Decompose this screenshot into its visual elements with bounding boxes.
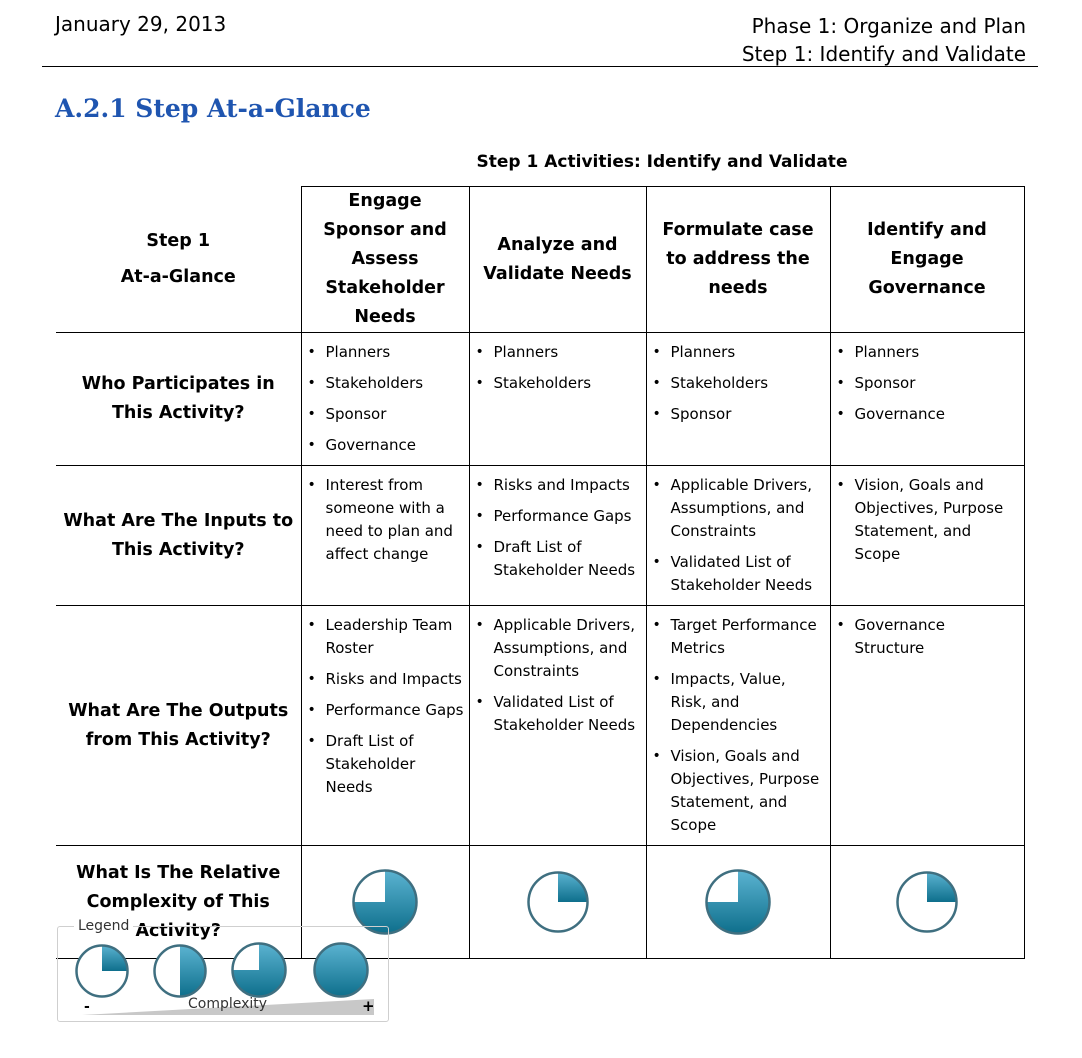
header-phase: Phase 1: Organize and Plan <box>751 14 1026 38</box>
bullet-item: • Planners <box>474 341 642 364</box>
bullet-item: • Sponsor <box>306 403 465 426</box>
inputs-cell <box>646 466 830 606</box>
outputs-row <box>56 606 1024 846</box>
complexity-pie-icon <box>895 870 959 934</box>
bullet-item: • Performance Gaps <box>474 505 642 528</box>
bullet-item: • Performance Gaps <box>306 699 465 722</box>
column-header-engage-sponsor: Engage Sponsor and Assess Stakeholder Needs <box>301 187 469 333</box>
legend-pie-quarter-icon <box>74 943 130 999</box>
legend-min-symbol: - <box>84 999 90 1015</box>
participants-cell <box>830 333 1024 466</box>
bullet-item: • Validated List of Stakeholder Needs <box>651 551 826 597</box>
bullet-item: • Risks and Impacts <box>474 474 642 497</box>
participants-row-label: Who Participates in This Activity? <box>56 333 301 466</box>
bullet-item: • Governance <box>306 434 465 457</box>
outputs-row-label: What Are The Outputs from This Activity? <box>56 606 301 846</box>
legend-pie-three-quarter-icon <box>230 941 288 999</box>
column-header-identify-governance: Identify and Engage Governance <box>830 187 1024 333</box>
column-header-formulate-case: Formulate case to address the needs <box>646 187 830 333</box>
complexity-pie-icon <box>704 868 772 936</box>
table-caption: Step 1 Activities: Identify and Validate <box>476 152 848 172</box>
inputs-cell <box>469 466 646 606</box>
bullet-item: • Leadership Team Roster <box>306 614 465 660</box>
inputs-cell <box>301 466 469 606</box>
legend-scale-label: Complexity <box>188 996 268 1012</box>
bullet-item: • Vision, Goals and Objectives, Purpose Statement, and Scope <box>651 745 826 837</box>
participants-cell <box>301 333 469 466</box>
outputs-cell <box>830 606 1024 846</box>
bullet-item: • Applicable Drivers, Assumptions, and Constraints <box>474 614 642 683</box>
outputs-cell <box>646 606 830 846</box>
bullet-item: • Planners <box>835 341 1020 364</box>
corner-line1: Step 1 <box>146 231 211 252</box>
legend-title: Legend <box>74 918 133 934</box>
bullet-item: • Draft List of Stakeholder Needs <box>474 536 642 582</box>
bullet-item: • Interest from someone with a need to plan and affect change <box>306 474 465 566</box>
participants-cell <box>469 333 646 466</box>
header-step: Step 1: Identify and Validate <box>741 42 1026 66</box>
corner-cell <box>56 187 301 333</box>
header-divider <box>42 66 1038 67</box>
complexity-row-label: What Is The Relative Complexity of This Activity? <box>56 846 301 959</box>
bullet-item: • Planners <box>651 341 826 364</box>
bullet-item: • Applicable Drivers, Assumptions, and Constraints <box>651 474 826 543</box>
bullet-item: • Target Performance Metrics <box>651 614 826 660</box>
complexity-legend <box>57 918 389 1022</box>
complexity-pie-icon <box>526 870 590 934</box>
legend-pie-full-icon <box>312 941 370 999</box>
inputs-cell <box>830 466 1024 606</box>
bullet-item: • Validated List of Stakeholder Needs <box>474 691 642 737</box>
bullet-item: • Sponsor <box>835 372 1020 395</box>
outputs-cell <box>469 606 646 846</box>
bullet-item: • Draft List of Stakeholder Needs <box>306 730 465 799</box>
legend-pie-half-icon <box>152 943 208 999</box>
corner-line2: At-a-Glance <box>120 267 236 288</box>
section-title: A.2.1 Step At-a-Glance <box>55 94 371 123</box>
bullet-item: • Stakeholders <box>651 372 826 395</box>
complexity-cell <box>469 846 646 959</box>
participants-row <box>56 333 1024 466</box>
complexity-cell <box>646 846 830 959</box>
bullet-item: • Sponsor <box>651 403 826 426</box>
legend-max-symbol: + <box>362 997 375 1015</box>
bullet-item: • Stakeholders <box>474 372 642 395</box>
step-at-a-glance-table <box>56 186 1025 959</box>
bullet-item: • Stakeholders <box>306 372 465 395</box>
bullet-item: • Risks and Impacts <box>306 668 465 691</box>
inputs-row <box>56 466 1024 606</box>
column-header-analyze-validate: Analyze and Validate Needs <box>469 187 646 333</box>
header-row <box>56 187 1024 333</box>
bullet-item: • Planners <box>306 341 465 364</box>
header-phase-step <box>742 12 1026 68</box>
bullet-item: • Impacts, Value, Risk, and Dependencies <box>651 668 826 737</box>
outputs-cell <box>301 606 469 846</box>
bullet-item: • Vision, Goals and Objectives, Purpose Statement, and Scope <box>835 474 1020 566</box>
complexity-cell <box>830 846 1024 959</box>
header-date: January 29, 2013 <box>55 12 227 36</box>
bullet-item: • Governance <box>835 403 1020 426</box>
inputs-row-label: What Are The Inputs to This Activity? <box>56 466 301 606</box>
bullet-item: • Governance Structure <box>835 614 1020 660</box>
participants-cell <box>646 333 830 466</box>
